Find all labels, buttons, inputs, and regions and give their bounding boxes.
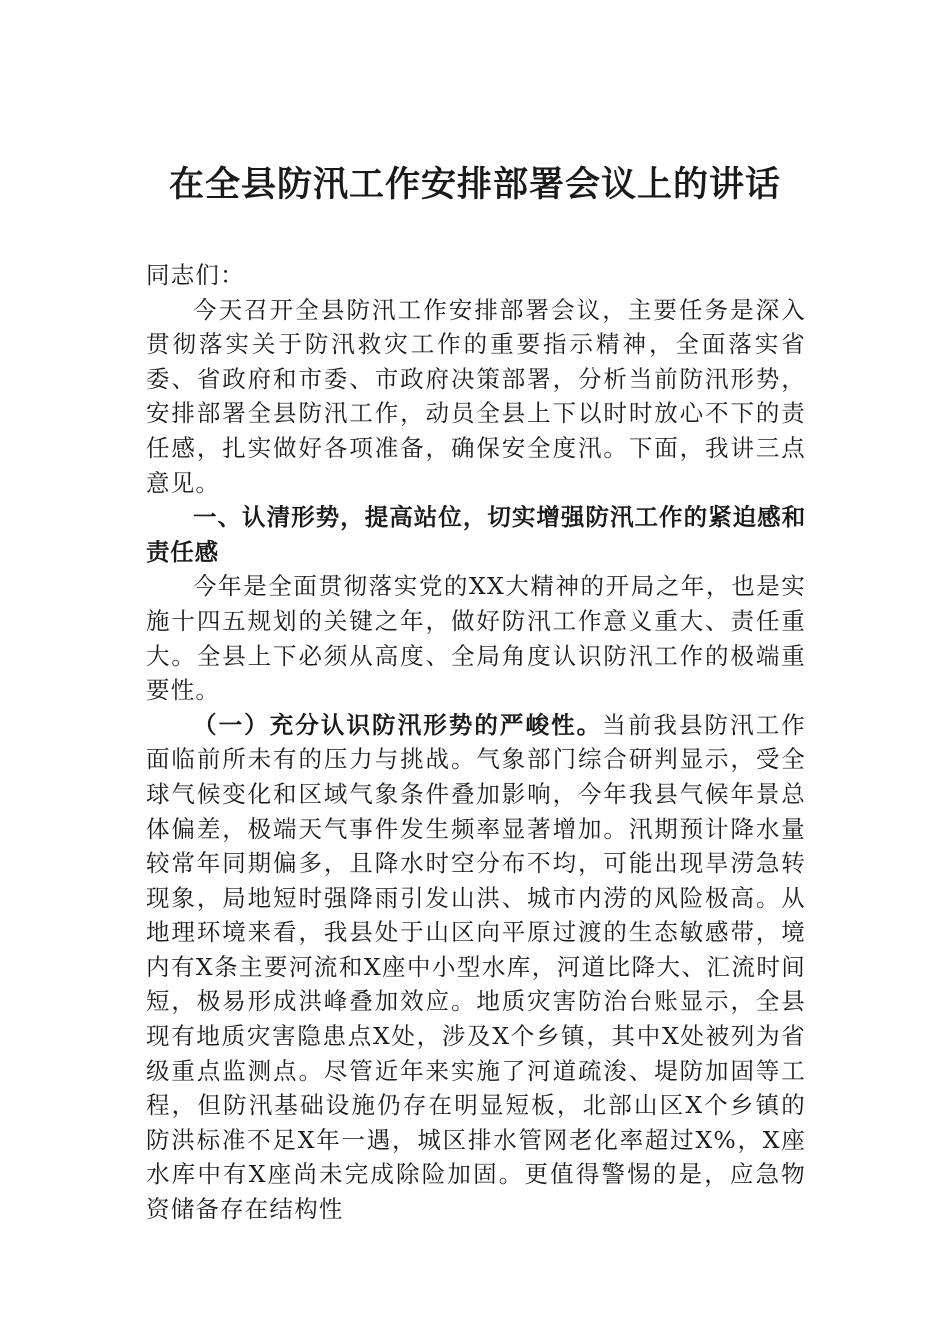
document-body [146, 258, 806, 1227]
intro-paragraph: 今天召开全县防汛工作安排部署会议，主要任务是深入贯彻落实关于防汛救灾工作的重要指示精神，全面落实省委、省政府和市委、市政府决策部署，分析当前防汛形势，安排部署全县防汛工作，动员全县上下以时时放心不下的责任感，扎实做好各项准备，确保安全度汛。下面，我讲三点意见。 [146, 295, 806, 497]
document-title: 在全县防汛工作安排部署会议上的讲话 [168, 164, 781, 205]
subsection-text: 当前我县防汛工作面临前所未有的压力与挑战。气象部门综合研判显示，受全球气候变化和区域气象条件叠加影响，今年我县气候年景总体偏差，极端天气事件发生频率显著增加。汛期预计降水量较常年同期偏多，且降水时空分布不均，可能出现旱涝急转现象，局地短时强降雨引发山洪、城市内涝的风险极高。从地理环境来看，我县处于山区向平原过渡的生态敏感带，境内有X条主要河流和X座中小型水库，河道比降大、汇流时间短，极易形成洪峰叠加效应。地质灾害防治台账显示，全县现有地质灾害隐患点X处，涉及X个乡镇，其中X处被列为省级重点监测点。尽管近年来实施了河道疏浚、堤防加固等工程，但防汛基础设施仍存在明显短板，北部山区X个乡镇的防洪标准不足X年一遇，城区排水管网老化率超过X%，X座水库中有X座尚未完成除险加固。更值得警惕的是，应急物资储备存在结构性 [146, 710, 806, 1224]
section-heading: 一、认清形势，提高站位，切实增强防汛工作的紧迫感和责任感 [146, 503, 806, 566]
section-paragraph: 今年是全面贯彻落实党的XX大精神的开局之年，也是实施十四五规划的关键之年，做好防汛工作意义重大、责任重大。全县上下必须从高度、全局角度认识防汛工作的极端重要性。 [146, 572, 806, 705]
subsection-label: （一）充分认识防汛形势的严峻性。 [193, 710, 603, 739]
salutation: 同志们： [146, 261, 245, 289]
subsection-paragraph [146, 708, 806, 1227]
